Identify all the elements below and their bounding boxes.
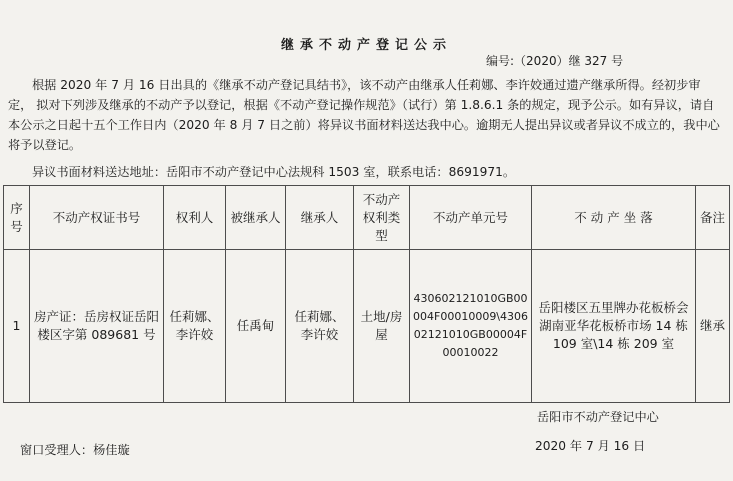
notice-paragraph: 根据 2020 年 7 月 16 日出具的《继承不动产登记具结书》，该不动产由继承人任莉娜、李许姣通过遗产继承所得。经初步审定， 拟对下列涉及继承的不动产予以登记，根据《不动产登记操作规范》（试行）第 1.8.6.1 条的规定，现予公示。如有异议，请自本公示之日起十五个工作日内（2020 年 8 月 7 日之前）将异议书面材料送达我中心。逾期无人提出异议或者异议不成立的，我中心将予以登记。 — [8, 78, 720, 152]
issue-date: 2020 年 7 月 16 日 — [535, 439, 646, 453]
doc-title: 继承不动产登记公示 — [280, 38, 452, 53]
window-receiver: 窗口受理人：杨佳璇 — [20, 443, 130, 457]
property-table — [3, 185, 730, 403]
header-cert: 不动产权证书号 — [30, 186, 164, 250]
objection-address: 异议书面材料送达地址：岳阳市不动产登记中心法规科 1503 室，联系电话：8691971。 — [32, 165, 516, 179]
header-heir: 继承人 — [286, 186, 354, 250]
cell-location: 岳阳楼区五里牌办花板桥会湖南亚华花板桥市场 14 栋 109 室\14 栋 209 室 — [532, 250, 696, 403]
cell-deceased: 任禹甸 — [226, 250, 286, 403]
issuing-agency: 岳阳市不动产登记中心 — [537, 410, 659, 424]
header-owner: 权利人 — [164, 186, 226, 250]
table-row — [4, 250, 730, 403]
cell-heir: 任莉娜、李许姣 — [286, 250, 354, 403]
cell-unit-no: 430602121010GB00004F00010009\430602121010GB00004F00010022 — [410, 250, 532, 403]
header-location: 不 动 产 坐 落 — [532, 186, 696, 250]
header-seq: 序号 — [4, 186, 30, 250]
cell-owner: 任莉娜、李许姣 — [164, 250, 226, 403]
header-deceased: 被继承人 — [226, 186, 286, 250]
header-unit-no: 不动产单元号 — [410, 186, 532, 250]
cell-remark: 继承 — [696, 250, 730, 403]
header-remark: 备注 — [696, 186, 730, 250]
doc-number: 编号:（2020）继 327 号 — [486, 54, 624, 68]
header-right-type: 不动产权利类型 — [354, 186, 410, 250]
cell-cert: 房产证：岳房权证岳阳楼区字第 089681 号 — [30, 250, 164, 403]
cell-right-type: 土地/房屋 — [354, 250, 410, 403]
notice-body — [8, 75, 723, 155]
table-header-row — [4, 186, 730, 250]
cell-seq: 1 — [4, 250, 30, 403]
